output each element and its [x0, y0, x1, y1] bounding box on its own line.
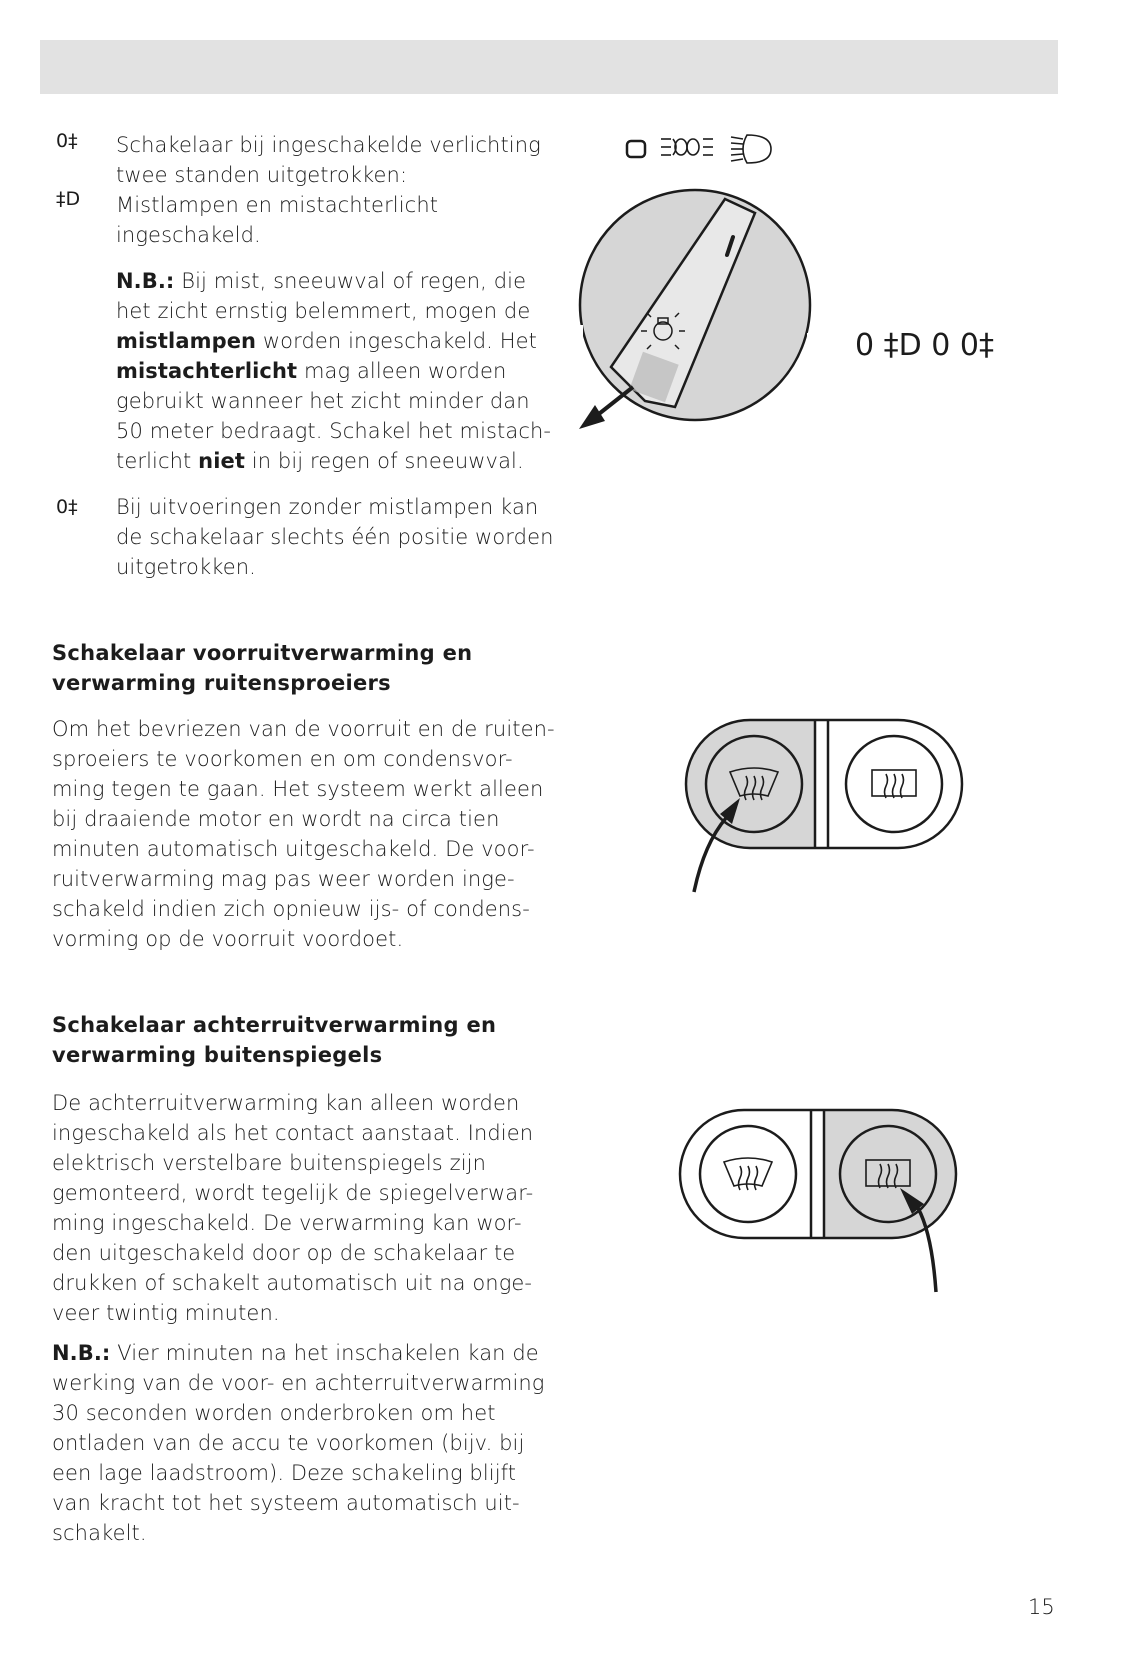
text-line: bij draaiende motor en wordt na circa tien: [52, 807, 500, 831]
off-icon: [627, 141, 645, 157]
knob-slot-left: [575, 325, 583, 349]
text-line: ontladen van de accu te voorkomen (bijv. bij: [52, 1431, 525, 1455]
text-line: schakelt.: [52, 1521, 147, 1545]
windscreen-button[interactable]: [700, 1126, 796, 1222]
text-line: de schakelaar slechts één positie worden: [116, 525, 554, 549]
pull-arrowhead: [579, 405, 605, 429]
rear-text: [52, 1088, 612, 1328]
rear-note: [52, 1338, 612, 1548]
text-line: Bij uitvoeringen zonder mistlampen kan: [116, 495, 539, 519]
text-span: in bij regen of sneeuwval.: [251, 449, 524, 473]
side-lights-icon: [661, 139, 713, 155]
heading-line: verwarming buitenspiegels: [52, 1043, 383, 1067]
windscreen-switch-figure: [680, 714, 970, 904]
bold-term: mistlampen: [116, 329, 257, 353]
text-line: ming ingeschakeld. De verwarming kan wor-: [52, 1211, 522, 1235]
fog-note: [116, 266, 556, 476]
text-line: drukken of schakelt automatisch uit na onge-: [52, 1271, 533, 1295]
text-line: [116, 326, 556, 356]
knob-slot-right: [807, 333, 815, 357]
text-line: elektrisch verstelbare buitenspiegels zijn: [52, 1151, 487, 1175]
text-line: De achterruitverwarming kan alleen worden: [52, 1091, 520, 1115]
text-line: van kracht tot het systeem automatisch uit-: [52, 1491, 520, 1515]
text-line: vorming op de voorruit voordoet.: [52, 927, 404, 951]
note-label: N.B.:: [52, 1341, 111, 1365]
windscreen-text: [52, 714, 612, 954]
heading-line: verwarming ruitensproeiers: [52, 671, 391, 695]
text-line: 50 meter bedraagt. Schakel het mistach-: [116, 419, 552, 443]
rear-heading: [52, 1010, 612, 1070]
bold-term: mistachterlicht: [116, 359, 298, 383]
bold-term: niet: [198, 449, 245, 473]
text-line: Om het bevriezen van de voorruit en de ruiten-: [52, 717, 555, 741]
text-span: worden ingeschakeld. Het: [262, 329, 537, 353]
text-line: minuten automatisch uitgeschakeld. De voor-: [52, 837, 535, 861]
text-line: werking van de voor- en achterruitverwarming: [52, 1371, 545, 1395]
text-line: ming tegen te gaan. Het systeem werkt alleen: [52, 777, 544, 801]
text-line: [116, 446, 556, 476]
pull-arrow: [595, 387, 633, 417]
page-number: 15: [1028, 1595, 1055, 1619]
rear-switch-figure: [674, 1104, 964, 1304]
light-switch-figure: [575, 125, 1055, 455]
text-line: [116, 266, 556, 296]
text-line: veer twintig minuten.: [52, 1301, 280, 1325]
rear-fog-symbol: 0‡: [56, 130, 78, 152]
text-line: gebruikt wanneer het zicht minder dan: [116, 389, 530, 413]
text-line: Schakelaar bij ingeschakelde verlichting: [116, 133, 541, 157]
text-span: mag alleen worden: [303, 359, 507, 383]
text-span: terlicht: [116, 449, 192, 473]
windscreen-button[interactable]: [706, 736, 802, 832]
text-span: Bij mist, sneeuwval of regen, die: [181, 269, 527, 293]
text-line: Mistlampen en mistachterlicht: [116, 193, 439, 217]
fog-switch-labels: [855, 328, 994, 363]
heading-line: Schakelaar voorruitverwarming en: [52, 641, 473, 665]
text-line: ingeschakeld.: [116, 223, 261, 247]
fog-symbol-pair: 0 ‡D 0 0‡: [855, 328, 994, 363]
text-line: ruitverwarming mag pas weer worden inge-: [52, 867, 515, 891]
windscreen-heading: [52, 638, 612, 698]
text-line: schakeld indien zich opnieuw ijs- of condens-: [52, 897, 530, 921]
no-fog-text: [116, 492, 556, 582]
headlamp-icon: [731, 135, 771, 163]
text-line: ingeschakeld als het contact aanstaat. Indien: [52, 1121, 534, 1145]
text-line: twee standen uitgetrokken:: [116, 163, 408, 187]
note-label: N.B.:: [116, 269, 175, 293]
text-line: den uitgeschakeld door op de schakelaar te: [52, 1241, 516, 1265]
text-line: uitgetrokken.: [116, 555, 256, 579]
text-line: sproeiers te voorkomen en om condensvor-: [52, 747, 513, 771]
text-line: [116, 356, 556, 386]
heading-line: Schakelaar achterruitverwarming en: [52, 1013, 497, 1037]
header-band: [40, 40, 1058, 94]
front-fog-symbol: ‡D: [56, 188, 81, 210]
light-intro: [116, 130, 556, 250]
text-line: gemonteerd, wordt tegelijk de spiegelverwar-: [52, 1181, 534, 1205]
text-line: [52, 1338, 612, 1368]
rear-fog-symbol: 0‡: [56, 496, 78, 518]
text-line: een lage laadstroom). Deze schakeling blijft: [52, 1461, 517, 1485]
text-line: het zicht ernstig belemmert, mogen de: [116, 299, 531, 323]
text-span: Vier minuten na het inschakelen kan de: [117, 1341, 539, 1365]
text-line: 30 seconden worden onderbroken om het: [52, 1401, 496, 1425]
